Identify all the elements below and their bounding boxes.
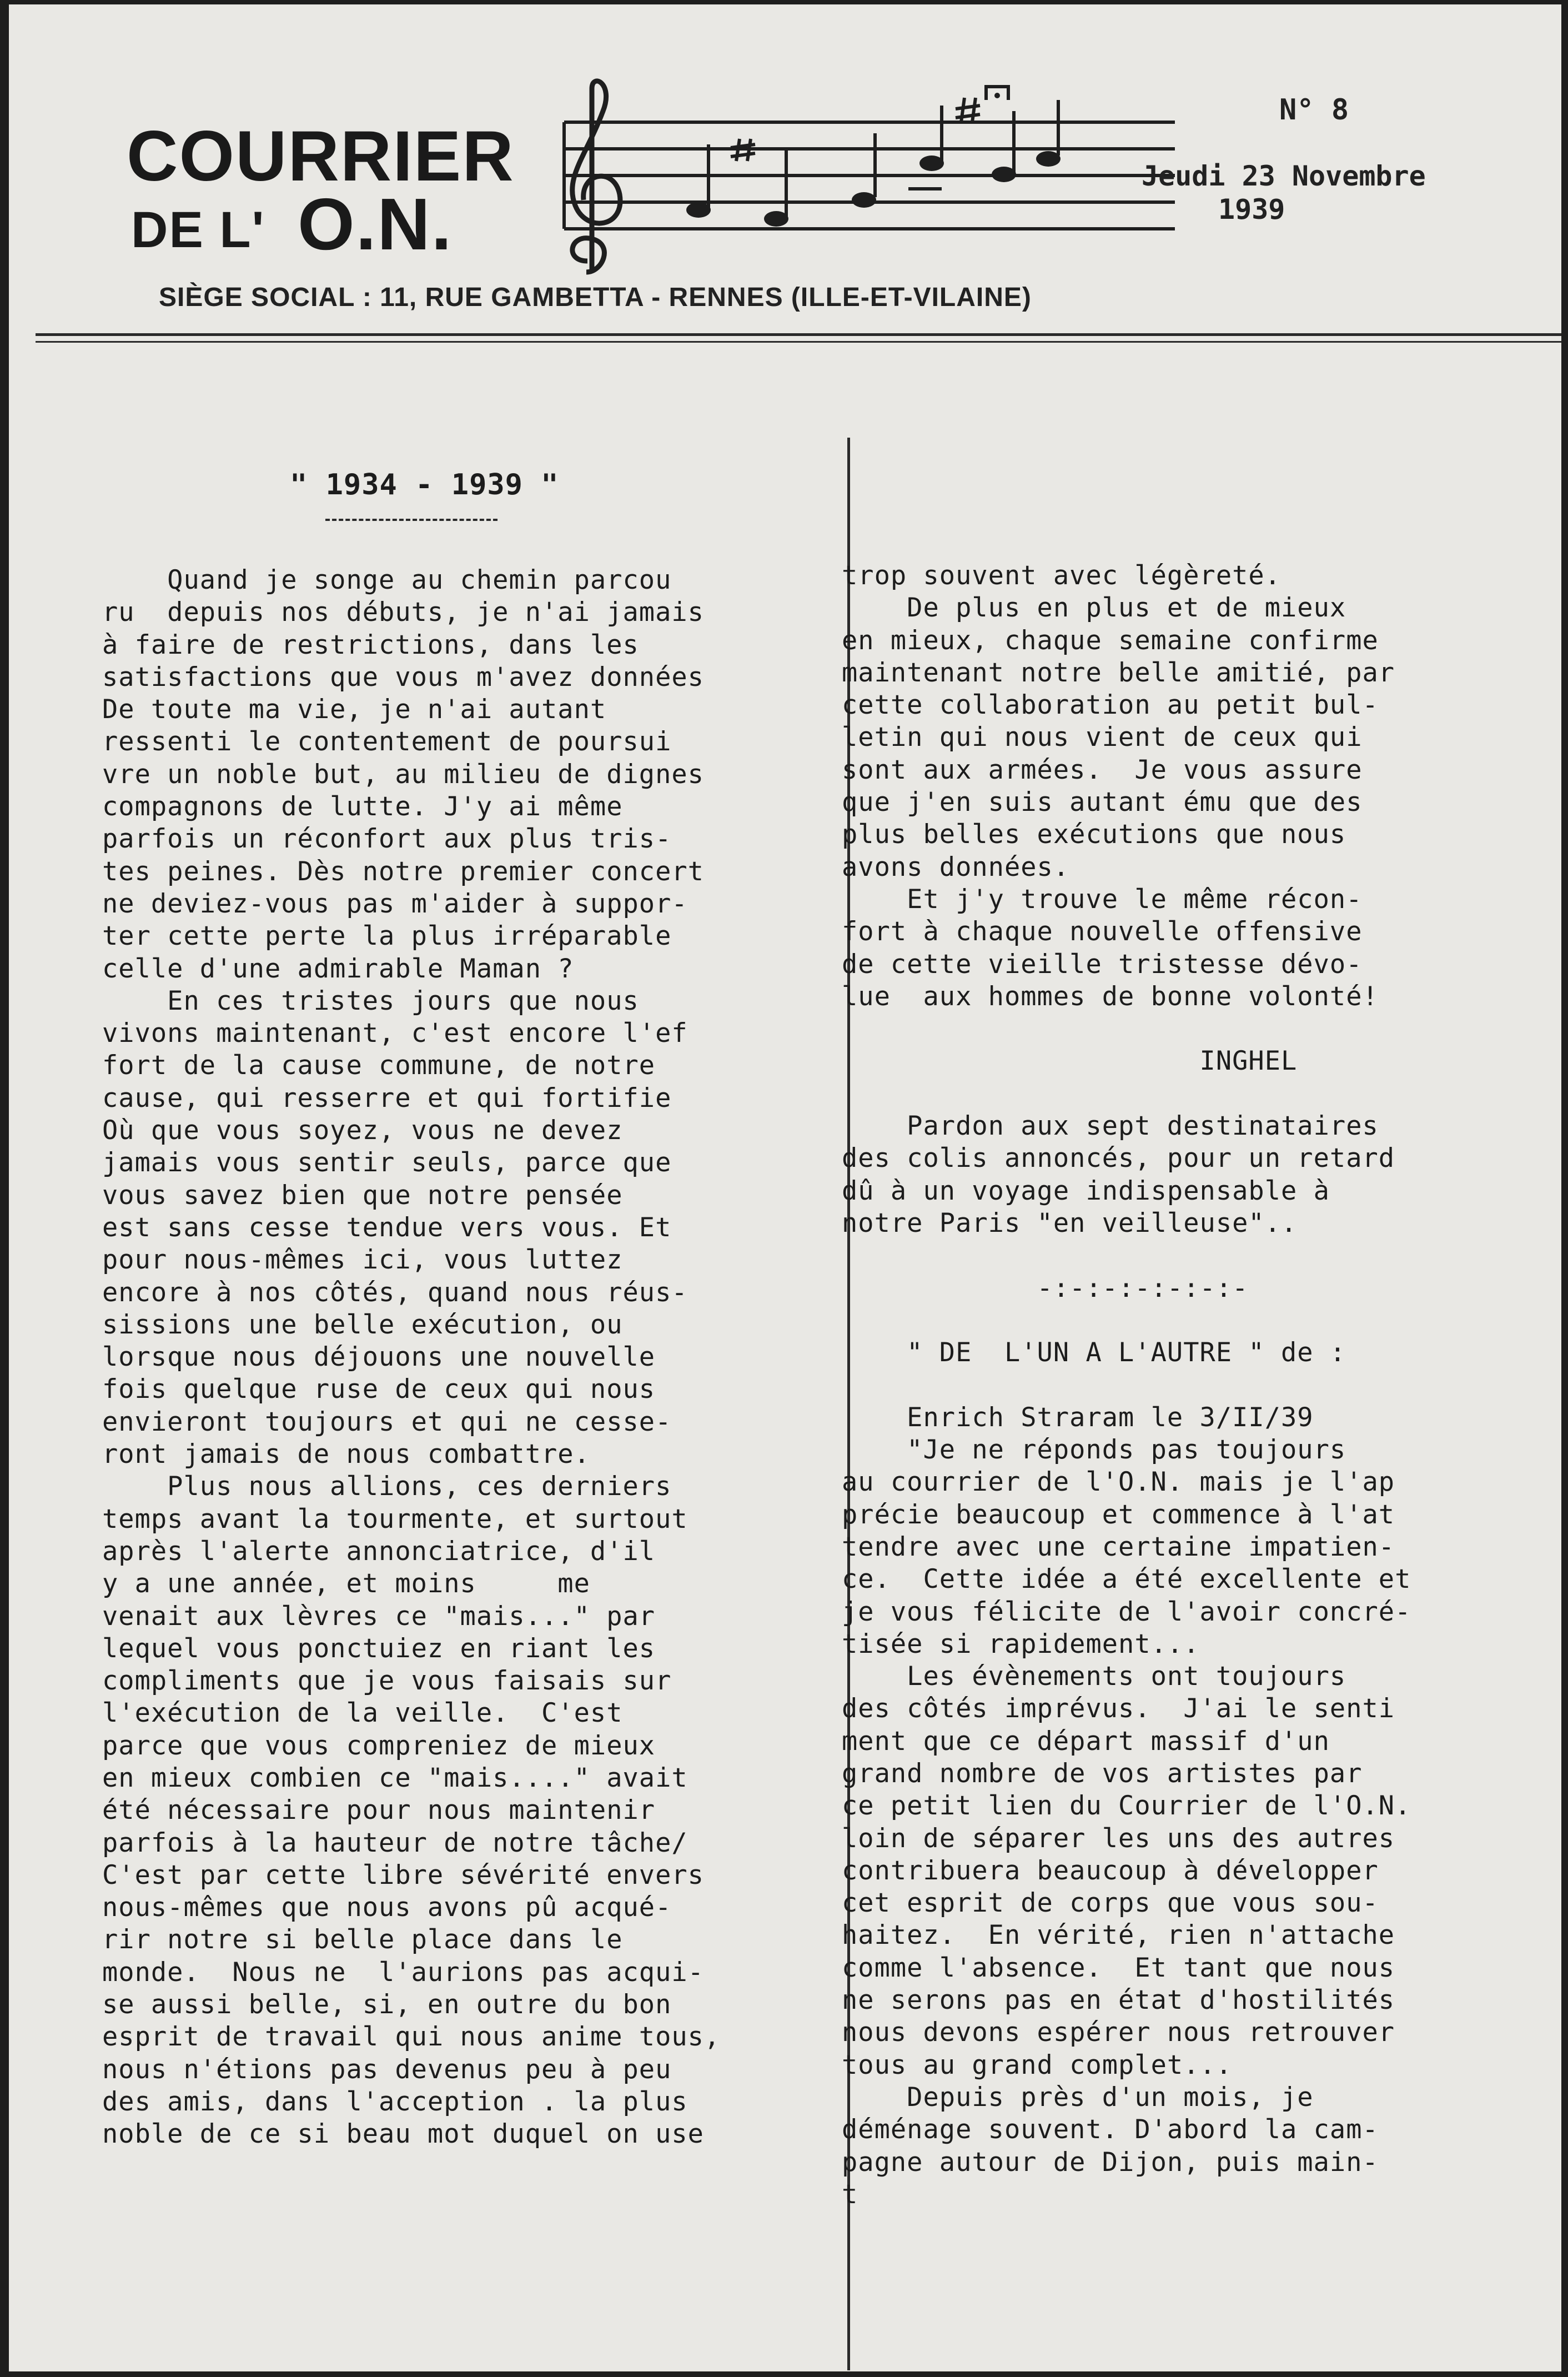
text-line: des amis, dans l'acception . la plus bbox=[102, 2086, 688, 2117]
text-line: y a une année, et moins me bbox=[102, 1568, 590, 1599]
text-line: ne deviez-vous pas m'aider à suppor- bbox=[102, 888, 688, 919]
text-line: trop souvent avec légèreté. bbox=[842, 560, 1281, 591]
text-line: fois quelque ruse de ceux qui nous bbox=[102, 1374, 656, 1405]
text-line: Enrich Straram le 3/II/39 bbox=[842, 1402, 1314, 1433]
text-line: Depuis près d'un mois, je bbox=[842, 2082, 1314, 2113]
text-line: des côtés imprévus. J'ai le senti bbox=[842, 1693, 1395, 1724]
text-line: tisée si rapidement... bbox=[842, 1628, 1200, 1659]
text-line: vre un noble but, au milieu de dignes bbox=[102, 759, 704, 790]
text-line: temps avant la tourmente, et surtout bbox=[102, 1503, 688, 1534]
text-line: venait aux lèvres ce "mais..." par bbox=[102, 1601, 656, 1632]
text-line: fort à chaque nouvelle offensive bbox=[842, 916, 1363, 947]
text-line: ront jamais de nous combattre. bbox=[102, 1439, 590, 1470]
text-line: parfois à la hauteur de notre tâche/ bbox=[102, 1827, 688, 1858]
text-line: en mieux, chaque semaine confirme bbox=[842, 625, 1379, 656]
text-line: vivons maintenant, c'est encore l'ef bbox=[102, 1018, 688, 1049]
text-line: à faire de restrictions, dans les bbox=[102, 629, 639, 660]
text-line: Les évènements ont toujours bbox=[842, 1661, 1346, 1692]
text-line: encore à nos côtés, quand nous réus- bbox=[102, 1277, 688, 1308]
text-line: De toute ma vie, je n'ai autant bbox=[102, 694, 607, 725]
text-line: parfois un réconfort aux plus tris- bbox=[102, 824, 672, 855]
text-line: sont aux armées. Je vous assure bbox=[842, 754, 1363, 785]
text-line: envieront toujours et qui ne cesse- bbox=[102, 1406, 672, 1437]
text-line: lue aux hommes de bonne volonté! bbox=[842, 981, 1379, 1012]
text-line: Où que vous soyez, vous ne devez bbox=[102, 1115, 623, 1146]
text-line: nous devons espérer nous retrouver bbox=[842, 2017, 1395, 2048]
text-line: lorsque nous déjouons une nouvelle bbox=[102, 1342, 656, 1373]
text-line: précie beaucoup et commence à l'at bbox=[842, 1499, 1395, 1530]
text-line: fort de la cause commune, de notre bbox=[102, 1050, 656, 1081]
text-line: esprit de travail qui nous anime tous, bbox=[102, 2022, 721, 2053]
text-line: cause, qui resserre et qui fortifie bbox=[102, 1082, 672, 1114]
text-line: Plus nous allions, ces derniers bbox=[102, 1471, 672, 1502]
left-column-text bbox=[102, 564, 720, 2151]
text-line: notre Paris "en veilleuse".. bbox=[842, 1207, 1298, 1238]
text-line: C'est par cette libre sévérité envers bbox=[102, 1859, 704, 1890]
text-line: INGHEL bbox=[842, 1046, 1298, 1077]
text-line: ment que ce départ massif d'un bbox=[842, 1726, 1330, 1757]
text-line: déménage souvent. D'abord la cam- bbox=[842, 2114, 1379, 2145]
right-column-text bbox=[842, 560, 1411, 2211]
text-line: celle d'une admirable Maman ? bbox=[102, 953, 574, 984]
article-heading: " 1934 - 1939 " bbox=[290, 468, 559, 502]
text-line: Pardon aux sept destinataires bbox=[842, 1111, 1379, 1142]
head-office-address: SIÈGE SOCIAL : 11, RUE GAMBETTA - RENNES (ILLE-ET-VILAINE) bbox=[159, 283, 1032, 312]
text-line: nous-mêmes que nous avons pû acqué- bbox=[102, 1892, 672, 1923]
text-line: ce petit lien du Courrier de l'O.N. bbox=[842, 1791, 1411, 1822]
text-line: parce que vous compreniez de mieux bbox=[102, 1730, 656, 1761]
text-line: Quand je songe au chemin parcou bbox=[102, 565, 672, 595]
text-line: monde. Nous ne l'aurions pas acqui- bbox=[102, 1957, 704, 1988]
text-line: en mieux combien ce "mais...." avait bbox=[102, 1762, 688, 1793]
text-line bbox=[842, 1369, 1411, 1401]
issue-year: 1939 bbox=[1218, 193, 1285, 225]
text-line bbox=[842, 1013, 1411, 1045]
text-line: tous au grand complet... bbox=[842, 2049, 1233, 2080]
text-line: "Je ne réponds pas toujours bbox=[842, 1435, 1346, 1466]
text-line: pour nous-mêmes ici, vous luttez bbox=[102, 1245, 623, 1276]
text-line: que j'en suis autant ému que des bbox=[842, 787, 1363, 818]
text-line: De plus en plus et de mieux bbox=[842, 593, 1346, 624]
text-line: tendre avec une certaine impatien- bbox=[842, 1531, 1395, 1562]
text-line: plus belles exécutions que nous bbox=[842, 819, 1346, 850]
text-line bbox=[842, 1240, 1411, 1272]
text-line: -:-:-:-:-:-:- bbox=[842, 1272, 1249, 1303]
text-line: noble de ce si beau mot duquel on use bbox=[102, 2119, 704, 2150]
masthead-divider bbox=[36, 333, 1561, 336]
text-line: se aussi belle, si, en outre du bon bbox=[102, 1989, 672, 2020]
text-line: des colis annoncés, pour un retard bbox=[842, 1143, 1395, 1174]
text-line: été nécessaire pour nous maintenir bbox=[102, 1795, 656, 1826]
text-line: letin qui nous vient de ceux qui bbox=[842, 722, 1363, 753]
text-line: lequel vous ponctuiez en riant les bbox=[102, 1633, 656, 1664]
text-line: tes peines. Dès notre premier concert bbox=[102, 856, 704, 887]
text-line: " DE L'UN A L'AUTRE " de : bbox=[842, 1337, 1346, 1368]
text-line: au courrier de l'O.N. mais je l'ap bbox=[842, 1467, 1395, 1498]
text-line: compliments que je vous faisais sur bbox=[102, 1666, 672, 1697]
masthead-title-prefix: DE L' bbox=[131, 202, 265, 258]
text-line: de cette vieille tristesse dévo- bbox=[842, 949, 1363, 980]
text-line: cet esprit de corps que vous sou- bbox=[842, 1888, 1379, 1919]
text-line bbox=[842, 1078, 1411, 1110]
text-line: dû à un voyage indispensable à bbox=[842, 1175, 1330, 1206]
text-line: nous n'étions pas devenus peu à peu bbox=[102, 2054, 672, 2085]
newsletter-page bbox=[9, 4, 1561, 2371]
text-line: comme l'absence. Et tant que nous bbox=[842, 1952, 1395, 1983]
text-line: En ces tristes jours que nous bbox=[102, 985, 639, 1016]
text-line: vous savez bien que notre pensée bbox=[102, 1180, 623, 1211]
text-line: jamais vous sentir seuls, parce que bbox=[102, 1147, 672, 1179]
text-line: ter cette perte la plus irréparable bbox=[102, 921, 672, 952]
text-line: ce. Cette idée a été excellente et bbox=[842, 1564, 1411, 1595]
masthead-title-line1: COURRIER bbox=[127, 117, 515, 196]
text-line: ru depuis nos débuts, je n'ai jamais bbox=[102, 597, 704, 628]
text-line: cette collaboration au petit bul- bbox=[842, 690, 1379, 721]
text-line: pagne autour de Dijon, puis main- bbox=[842, 2147, 1379, 2178]
text-line: Et j'y trouve le même récon- bbox=[842, 884, 1363, 915]
text-line bbox=[842, 1305, 1411, 1337]
masthead-title-main: O.N. bbox=[298, 183, 453, 265]
music-staff-icon bbox=[553, 78, 1175, 278]
text-line: rir notre si belle place dans le bbox=[102, 1924, 623, 1955]
text-line: je vous félicite de l'avoir concré- bbox=[842, 1596, 1411, 1627]
issue-date: Jeudi 23 Novembre bbox=[1142, 160, 1426, 192]
text-line: est sans cesse tendue vers vous. Et bbox=[102, 1212, 672, 1243]
text-line: contribuera beaucoup à développer bbox=[842, 1855, 1379, 1886]
text-line: l'exécution de la veille. C'est bbox=[102, 1698, 623, 1729]
text-line: compagnons de lutte. J'y ai même bbox=[102, 791, 623, 823]
issue-number: N° 8 bbox=[1279, 93, 1349, 127]
text-line: sissions une belle exécution, ou bbox=[102, 1309, 623, 1340]
heading-underline bbox=[325, 519, 497, 521]
text-line: grand nombre de vos artistes par bbox=[842, 1758, 1363, 1789]
text-line: ressenti le contentement de poursui bbox=[102, 726, 672, 758]
text-line: loin de séparer les uns des autres bbox=[842, 1823, 1395, 1854]
masthead-divider-thin bbox=[36, 341, 1561, 343]
text-line: ne serons pas en état d'hostilités bbox=[842, 1985, 1395, 2016]
text-line: après l'alerte annonciatrice, d'il bbox=[102, 1536, 656, 1567]
text-line: maintenant notre belle amitié, par bbox=[842, 657, 1395, 688]
text-line: avons données. bbox=[842, 851, 1070, 882]
text-line: t bbox=[842, 2179, 858, 2210]
text-line: haitez. En vérité, rien n'attache bbox=[842, 1920, 1395, 1951]
text-line: satisfactions que vous m'avez données bbox=[102, 661, 704, 693]
